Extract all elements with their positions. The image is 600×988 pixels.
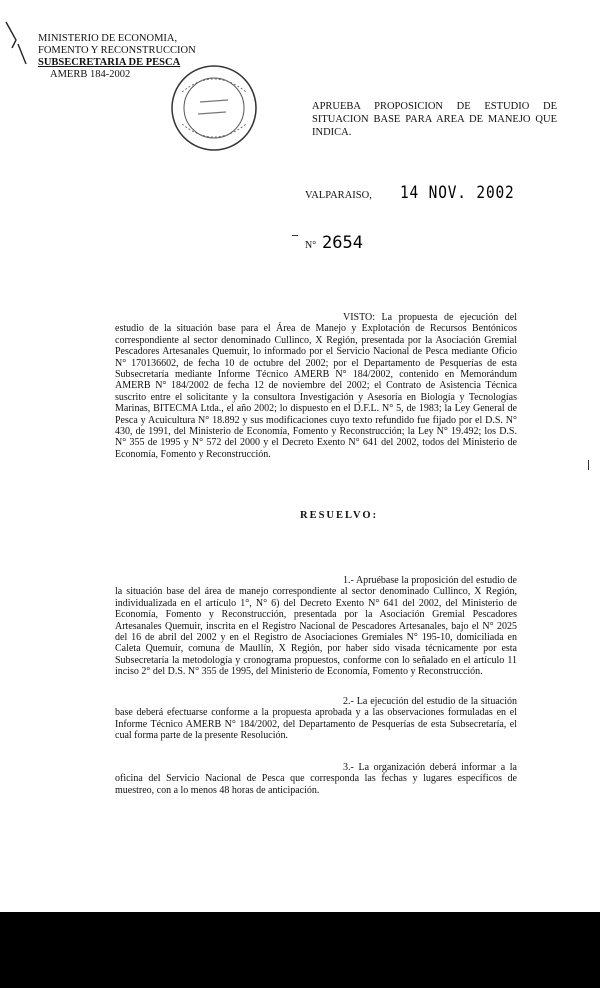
article-3 xyxy=(115,762,517,796)
resolution-number: 2654 xyxy=(322,233,363,253)
article-3-text: 3.- La organización deberá informar a la oficina del Servicio Nacional de Pesca que corresponda las fechas y lugares específicos de muestreo, con a lo menos 48 horas de anticipación. xyxy=(115,762,517,796)
article-1 xyxy=(115,575,517,678)
reference-code: AMERB 184-2002 xyxy=(50,69,131,80)
resuelvo-heading: RESUELVO: xyxy=(300,510,379,521)
ministry-name: MINISTERIO DE ECONOMIA, xyxy=(38,33,178,44)
resolution-title: APRUEBA PROPOSICION DE ESTUDIO DE SITUACION BASE PARA AREA DE MANEJO QUE INDICA. xyxy=(312,101,557,138)
number-label: N° xyxy=(305,240,317,251)
pen-mark xyxy=(2,18,32,68)
margin-mark xyxy=(588,460,589,470)
scan-border xyxy=(0,912,600,988)
date-stamp: 14 NOV. 2002 xyxy=(400,183,515,203)
place-label: VALPARAISO, xyxy=(305,190,372,201)
visto-text: VISTO: La propuesta de ejecución del estudio de la situación base para el Área de Manejo y Explotación de Recursos Bentónicos correspondiente al sector denominado Cullinco, X Región, presentada por la Asociación Gremial Pescadores Artesanales Quemuir, lo informado por el Servicio Nacional de Pesca mediante Oficio N° 170136602, de fecha 10 de octubre del 2002; por el Departamento de Pesquerías de esta Subsecretaría mediante Informe Técnico AMERB N° 184/2002, contenido en Memorándum AMERB N° 184/2002 de fecha 12 de noviembre del 2002; el Contrato de Asistencia Técnica suscrito entre el solicitante y la consultora Investigación y Asesoría en Biología y Tecnologías Marinas, BITECMA Ltda., el año 2002; lo dispuesto en el D.F.L. N° 5, de 1983; la Ley General de Pesca y Acuicultura N° 18.892 y sus modificaciones cuyo texto refundido fue fijado por el D.S. N° 430, de 1991, del Ministerio de Economía, Fomento y Reconstrucción; la Ley N° 19.492; los D.S. N° 355 de 1995 y N° 572 del 2000 y el Decreto Exento N° 641 del 2002, todos del Ministerio de Economía, Fomento y Reconstrucción. xyxy=(115,312,517,460)
ministry-name-2: FOMENTO Y RECONSTRUCCION xyxy=(38,45,196,56)
article-2-text: 2.- La ejecución del estudio de la situación base deberá efectuarse conforme a la propuesta aprobada y a las observaciones formuladas en el Informe Técnico AMERB N° 184/2002, del Departamento de Pesquerías de esta Subsecretaría, el cual forma parte de la presente Resolución. xyxy=(115,696,517,742)
subsecretaria-name: SUBSECRETARIA DE PESCA xyxy=(38,57,181,68)
office-stamp xyxy=(168,62,260,154)
dash-mark xyxy=(292,235,298,236)
article-2 xyxy=(115,696,517,742)
visto-paragraph xyxy=(115,312,517,460)
article-1-text: 1.- Apruébase la proposición del estudio de la situación base del área de manejo correspondiente al sector denominado Cullinco, X Región, individualizada en el artículo 1°, N° 6) del Decreto Exento N° 641 del 2002, del Ministerio de Economía, Fomento y Reconstrucción, presentada por la Asociación Gremial Pescadores Artesanales Quemuir, inscrita en el Registro Nacional de Pescadores Artesanales, bajo el N° 2025 del 16 de abril del 2002 y en el Registro de Asociaciones Gremiales N° 195-10, domiciliada en Caleta Quemuir, comuna de Maullín, X Región, por haber sido visada técnicamente por esta Subsecretaría la metodología y cronograma propuestos, conforme con lo señalado en el artículo 11 inciso 2° del D.S. N° 355 de 1995, del Ministerio de Economía, Fomento y Reconstrucción. xyxy=(115,575,517,678)
